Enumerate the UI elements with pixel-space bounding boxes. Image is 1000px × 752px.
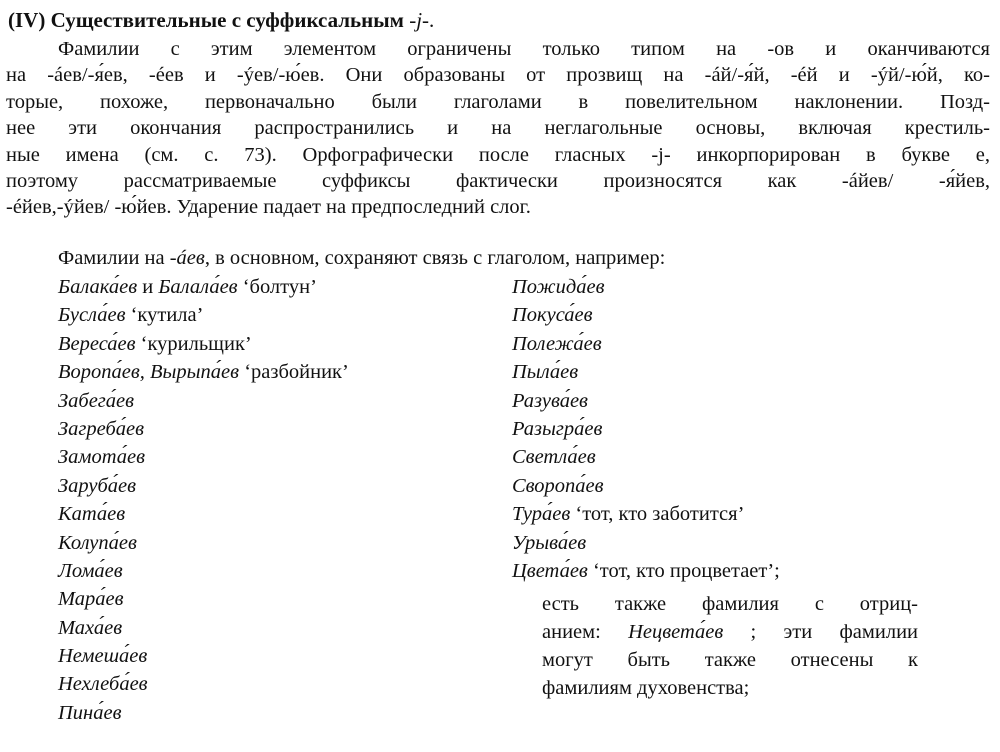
surname: Колупа́ев [58, 531, 137, 554]
surname: Пожида́ев [512, 276, 605, 298]
surname-entry [512, 557, 780, 585]
footnote-block [542, 590, 918, 702]
surname-entry [58, 500, 349, 528]
surname-conjunction: и [137, 276, 159, 298]
note-line [542, 618, 918, 646]
surname-entry [512, 330, 780, 358]
surname-entry [58, 670, 349, 698]
surname-entry [58, 472, 349, 500]
surname: Лома́ев [58, 559, 123, 582]
surname-entry [512, 443, 780, 471]
surname-entry [58, 642, 349, 670]
section-heading-suffix: -j- [409, 8, 430, 32]
paragraph-line: на -áев/-я́ев, -éев и -ýев/-ю́ев. Они образованы от прозвищ на -áй/-я́й, -éй и -ýй/-ю́й, ко- [6, 64, 990, 87]
surname: Полежа́ев [512, 332, 602, 355]
surname-entry [512, 273, 780, 301]
surname: Своропа́ев [512, 474, 604, 497]
surname: Покуса́ев [512, 304, 593, 327]
paragraph-line: -éйев,-ýйев/ -ю́йев. Ударение падает на предпоследний слог. [6, 196, 531, 219]
surname-entry [58, 699, 349, 727]
surname-gloss: ‘тот, кто заботится’ [570, 503, 745, 526]
surname-entry [58, 585, 349, 613]
surname-entry [512, 387, 780, 415]
surname-entry [58, 358, 349, 386]
surname-gloss: ‘тот, кто процветает’; [587, 559, 780, 582]
note-text: ; эти фамилии [750, 621, 919, 643]
surname: Бусла́ев [58, 304, 126, 327]
note-line: фамилиям духовенства; [542, 677, 750, 699]
surname: Воропа́ев, Вырыпа́ев [58, 361, 240, 384]
surname-entry [58, 443, 349, 471]
surname: Вереса́ев [58, 332, 136, 355]
surname: Цвета́ев [512, 559, 588, 582]
surname: Мара́ев [58, 588, 124, 611]
surname-entry [58, 273, 349, 301]
surname-entry [58, 415, 349, 443]
surname: Забега́ев [58, 389, 135, 412]
surname: Пина́ев [58, 701, 122, 724]
paragraph-line: торые, похоже, первоначально были глаголами в повелительном наклонении. Позд- [6, 90, 990, 113]
surname-gloss: ‘разбойник’ [239, 361, 349, 384]
surname: Тура́ев [512, 503, 571, 526]
surname-entry [512, 301, 780, 329]
surname-entry [512, 529, 780, 557]
surname-entry [58, 614, 349, 642]
surname-list-right [512, 273, 780, 585]
surname: Немеша́ев [58, 645, 148, 668]
surname-entry [58, 330, 349, 358]
surname: Разува́ев [512, 389, 588, 412]
surname: Маха́ев [58, 616, 123, 639]
surname: Нехлеба́ев [58, 673, 148, 696]
note-text: анием: [542, 621, 629, 643]
surname-entry [58, 301, 349, 329]
intro-before: Фамилии на [58, 247, 170, 269]
section-heading [8, 6, 434, 34]
surname-list-left [58, 273, 349, 727]
surname: Пыла́ев [512, 361, 579, 384]
intro-after: , в основном, сохраняют связь с глаголом, например: [204, 247, 666, 269]
surname-gloss: ‘болтун’ [237, 276, 317, 298]
note-line: есть также фамилия с отриц- [542, 593, 918, 615]
surname-entry [58, 387, 349, 415]
section-heading-end: . [429, 8, 435, 32]
note-line: могут быть также отнесены к [542, 649, 918, 671]
surname: Замота́ев [58, 446, 146, 469]
surname: Нецвета́ев [628, 621, 724, 643]
surname-entry [512, 500, 780, 528]
intro-line [58, 245, 665, 271]
section-heading-bold: (IV) Существительные с суффиксальным [8, 8, 410, 32]
paragraph-line: поэтому рассматриваемые суффиксы фактически произносятся как -áйев/ -я́йев, [6, 169, 990, 192]
surname-entry [512, 358, 780, 386]
surname: Загреба́ев [58, 417, 145, 440]
surname: Урыва́ев [512, 531, 587, 554]
intro-suffix: -áев [169, 247, 205, 269]
surname: Ката́ев [58, 503, 126, 526]
surname: Светла́ев [512, 446, 596, 469]
surname-entry [512, 472, 780, 500]
body-paragraph [6, 36, 990, 221]
paragraph-line: нее эти окончания распространились и на неглагольные основы, включая крестиль- [6, 117, 990, 140]
surname: Разыгра́ев [512, 417, 603, 440]
surname-gloss: ‘кутила’ [125, 304, 204, 327]
surname-entry [58, 529, 349, 557]
surname: Балака́ев [58, 276, 138, 298]
surname-gloss: ‘курильщик’ [135, 332, 252, 355]
surname-entry [512, 415, 780, 443]
paragraph-line: Фамилии с этим элементом ограничены только типом на -ов и оканчиваются [58, 38, 990, 60]
surname: Заруба́ев [58, 474, 137, 497]
surname-entry [58, 557, 349, 585]
paragraph-line: ные имена (см. с. 73). Орфографически после гласных -j- инкорпорирован в букве е, [6, 143, 990, 166]
surname: Балала́ев [158, 276, 238, 298]
